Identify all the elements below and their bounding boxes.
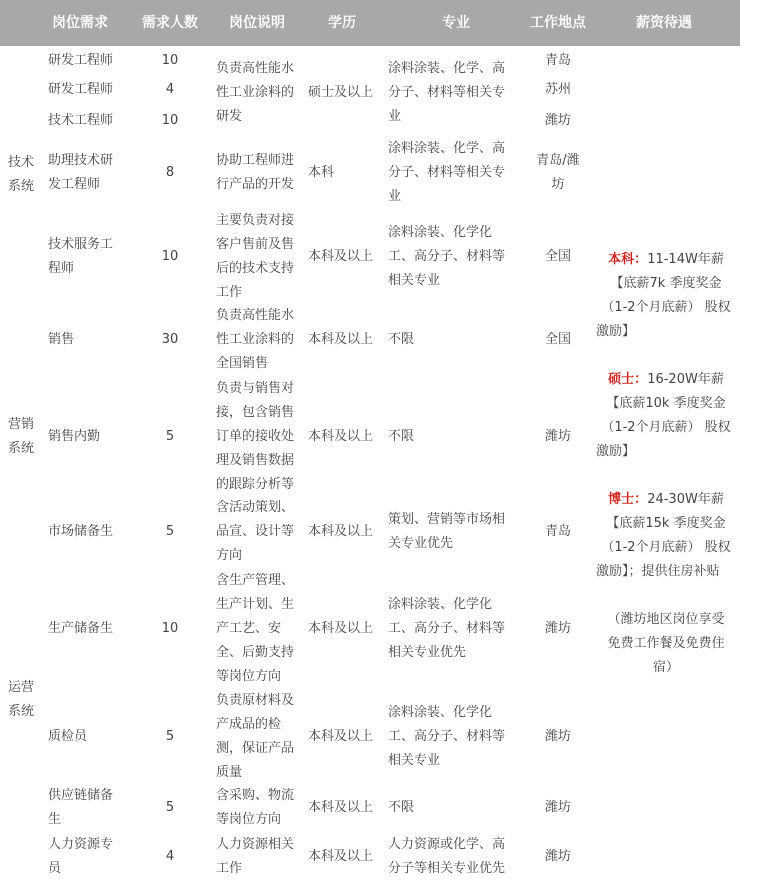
work-location-line: 潍坊 bbox=[544, 113, 571, 128]
job-description-line: 等岗位方向 bbox=[216, 812, 282, 827]
job-description-line: 订单的接收处 bbox=[216, 429, 295, 444]
work-location-line: 潍坊 bbox=[544, 800, 571, 815]
work-location-line: 潍坊 bbox=[544, 429, 571, 444]
work-location-line: 坊 bbox=[551, 177, 565, 192]
header-cell: 需求人数 bbox=[142, 15, 198, 31]
job-description-line: 品宣、设计等 bbox=[216, 524, 295, 539]
salary-text: 【底薪10k 季度奖金 bbox=[606, 396, 726, 411]
salary-text: 激励】；提供住房补贴 bbox=[596, 564, 720, 579]
job-description bbox=[216, 833, 300, 881]
job-description bbox=[216, 377, 300, 497]
work-location bbox=[528, 78, 588, 102]
position-name bbox=[48, 617, 124, 641]
major bbox=[388, 833, 518, 881]
category-label-line: 营销 bbox=[8, 417, 35, 432]
salary-line bbox=[596, 320, 736, 344]
salary-text: （1-2个月底薪） 股权 bbox=[601, 300, 731, 315]
education: 本科 bbox=[308, 165, 335, 180]
position-name bbox=[48, 425, 124, 449]
major bbox=[388, 796, 518, 820]
major-line: 人力资源或化学、高 bbox=[388, 837, 506, 852]
education: 本科及以上 bbox=[308, 249, 374, 264]
salary-text: （1-2个月底薪） 股权 bbox=[601, 540, 731, 555]
salary-note-line: 宿） bbox=[652, 660, 679, 675]
major-line: 业 bbox=[388, 189, 402, 204]
major bbox=[388, 508, 518, 556]
job-description bbox=[216, 496, 300, 568]
job-description bbox=[216, 304, 300, 376]
major-line: 涂料涂装、化学化 bbox=[388, 225, 493, 240]
salary-text: 24-30W年薪 bbox=[647, 492, 724, 507]
position-name-line: 销售内勤 bbox=[48, 429, 101, 444]
major bbox=[388, 221, 518, 293]
job-description-line: 含活动策划、 bbox=[216, 500, 295, 515]
job-description-line: 接，包含销售 bbox=[216, 405, 295, 420]
salary-text: 16-20W年薪 bbox=[647, 372, 724, 387]
category-label bbox=[8, 676, 40, 724]
headcount: 5 bbox=[165, 729, 175, 744]
job-description-line: 主要负责对接 bbox=[216, 213, 295, 228]
salary-note-line: 免费工作餐及免费住 bbox=[607, 636, 725, 651]
position-name bbox=[48, 49, 124, 73]
major bbox=[388, 137, 518, 209]
position-name-line: 质检员 bbox=[48, 729, 88, 744]
header-cell: 工作地点 bbox=[530, 15, 586, 31]
position-name bbox=[48, 725, 124, 749]
job-description-line: 全国销售 bbox=[216, 356, 269, 371]
salary-line bbox=[596, 272, 736, 296]
major-line: 涂料涂装、化学化 bbox=[388, 597, 493, 612]
headcount: 4 bbox=[165, 849, 175, 864]
header-cell: 专业 bbox=[442, 15, 470, 31]
work-location-line: 潍坊 bbox=[544, 849, 571, 864]
work-location-line: 全国 bbox=[544, 332, 571, 347]
major bbox=[388, 328, 518, 352]
salary-text: 【底薪15k 季度奖金 bbox=[606, 516, 726, 531]
work-location-line: 潍坊 bbox=[544, 729, 571, 744]
job-description-line: 含生产管理、 bbox=[216, 573, 295, 588]
headcount: 30 bbox=[161, 332, 179, 347]
position-name bbox=[48, 233, 124, 281]
salary-line bbox=[596, 440, 736, 464]
position-name-line: 助理技术研 bbox=[48, 153, 114, 168]
position-name bbox=[48, 149, 124, 197]
job-description-line: 性工业涂料的 bbox=[216, 332, 295, 347]
major-line: 涂料涂装、化学化 bbox=[388, 705, 493, 720]
category-label bbox=[8, 151, 40, 199]
position-name-line: 生 bbox=[48, 812, 62, 827]
major bbox=[388, 57, 518, 129]
job-description-line: 负责原材料及 bbox=[216, 693, 295, 708]
job-description-line: 方向 bbox=[216, 548, 243, 563]
major-line: 关专业优先 bbox=[388, 536, 454, 551]
salary-line bbox=[596, 392, 736, 416]
salary-line bbox=[596, 416, 736, 440]
education: 本科及以上 bbox=[308, 429, 374, 444]
salary-text: 激励】 bbox=[596, 444, 636, 459]
job-description bbox=[216, 784, 300, 832]
work-location bbox=[528, 520, 588, 544]
job-description-line: 理及销售数据 bbox=[216, 453, 295, 468]
work-location-line: 青岛/潍 bbox=[536, 153, 580, 168]
category-label-line: 系统 bbox=[8, 441, 35, 456]
headcount: 5 bbox=[165, 524, 175, 539]
position-name bbox=[48, 520, 124, 544]
headcount: 5 bbox=[165, 800, 175, 815]
education: 本科及以上 bbox=[308, 524, 374, 539]
work-location-line: 潍坊 bbox=[544, 621, 571, 636]
job-description-line: 协助工程师进 bbox=[216, 153, 295, 168]
salary-line bbox=[596, 488, 736, 512]
job-description-line: 负责高性能水 bbox=[216, 308, 295, 323]
position-name-line: 人力资源专 bbox=[48, 837, 114, 852]
salary-block bbox=[596, 488, 736, 584]
major-line: 分子、材料等相关专 bbox=[388, 165, 506, 180]
work-location-line: 全国 bbox=[544, 249, 571, 264]
major-line: 工、高分子、材料等 bbox=[388, 621, 506, 636]
work-location bbox=[528, 725, 588, 749]
education: 本科及以上 bbox=[308, 729, 374, 744]
position-name-line: 技术服务工 bbox=[48, 237, 114, 252]
education: 本科及以上 bbox=[308, 800, 374, 815]
work-location bbox=[528, 425, 588, 449]
position-name bbox=[48, 78, 124, 102]
major-line: 工、高分子、材料等 bbox=[388, 249, 506, 264]
category-label-line: 系统 bbox=[8, 179, 35, 194]
salary-block bbox=[596, 248, 736, 344]
job-description-line: 生产计划、生 bbox=[216, 597, 295, 612]
major-line: 相关专业 bbox=[388, 753, 441, 768]
job-description-line: 工作 bbox=[216, 861, 243, 876]
job-description bbox=[216, 149, 300, 197]
category-label bbox=[8, 413, 40, 461]
header-cell: 岗位说明 bbox=[229, 15, 285, 31]
major-line: 分子等相关专业优先 bbox=[388, 861, 506, 876]
salary-line bbox=[596, 296, 736, 320]
headcount: 8 bbox=[165, 165, 175, 180]
headcount: 10 bbox=[161, 621, 179, 636]
headcount: 10 bbox=[161, 249, 179, 264]
job-description bbox=[216, 209, 300, 305]
salary-text: 11-14W年薪 bbox=[647, 252, 724, 267]
job-description-line: 产成品的检 bbox=[216, 717, 282, 732]
degree-label: 博士： bbox=[608, 492, 648, 507]
major bbox=[388, 425, 518, 449]
work-location bbox=[528, 109, 588, 133]
major-line: 不限 bbox=[388, 800, 415, 815]
job-description-line: 负责高性能水 bbox=[216, 61, 295, 76]
job-description-line: 性工业涂料的 bbox=[216, 85, 295, 100]
job-description-line: 全、后勤支持 bbox=[216, 645, 295, 660]
position-name-line: 程师 bbox=[48, 261, 75, 276]
work-location bbox=[528, 49, 588, 73]
major-line: 不限 bbox=[388, 332, 415, 347]
headcount: 10 bbox=[161, 113, 179, 128]
job-description-line: 的跟踪分析等 bbox=[216, 477, 295, 492]
job-description-line: 行产品的开发 bbox=[216, 177, 295, 192]
header-cell: 学历 bbox=[328, 15, 356, 31]
position-name-line: 技术工程师 bbox=[48, 113, 114, 128]
education: 硕士及以上 bbox=[308, 85, 374, 100]
position-name-line: 销售 bbox=[48, 332, 75, 347]
major-line: 不限 bbox=[388, 429, 415, 444]
position-name-line: 供应链储备 bbox=[48, 788, 114, 803]
education: 本科及以上 bbox=[308, 621, 374, 636]
work-location bbox=[528, 245, 588, 269]
major bbox=[388, 701, 518, 773]
salary-text: 激励】 bbox=[596, 324, 636, 339]
salary-text: 【底薪7k 季度奖金 bbox=[610, 276, 722, 291]
position-name-line: 市场储备生 bbox=[48, 524, 114, 539]
major-line: 涂料涂装、化学、高 bbox=[388, 61, 506, 76]
work-location bbox=[528, 845, 588, 869]
salary-line bbox=[596, 512, 736, 536]
job-description-line: 产工艺、安 bbox=[216, 621, 282, 636]
work-location-line: 苏州 bbox=[544, 82, 571, 97]
education: 本科及以上 bbox=[308, 332, 374, 347]
position-name bbox=[48, 109, 124, 133]
major-line: 相关专业优先 bbox=[388, 645, 467, 660]
job-description-line: 测，保证产品 bbox=[216, 741, 295, 756]
position-name-line: 研发工程师 bbox=[48, 82, 114, 97]
headcount: 4 bbox=[165, 82, 175, 97]
major-line: 涂料涂装、化学、高 bbox=[388, 141, 506, 156]
headcount: 10 bbox=[161, 53, 179, 68]
major-line: 分子、材料等相关专 bbox=[388, 85, 506, 100]
major bbox=[388, 593, 518, 665]
job-description bbox=[216, 569, 300, 689]
position-name-line: 发工程师 bbox=[48, 177, 101, 192]
work-location bbox=[528, 796, 588, 820]
salary-text: （1-2个月底薪） 股权 bbox=[601, 420, 731, 435]
salary-note-line: （潍坊地区岗位享受 bbox=[607, 612, 725, 627]
job-description-line: 研发 bbox=[216, 109, 243, 124]
education: 本科及以上 bbox=[308, 849, 374, 864]
job-description-line: 工作 bbox=[216, 285, 243, 300]
position-name-line: 研发工程师 bbox=[48, 53, 114, 68]
position-name-line: 生产储备生 bbox=[48, 621, 114, 636]
degree-label: 硕士： bbox=[608, 372, 648, 387]
position-name-line: 员 bbox=[48, 861, 62, 876]
work-location-line: 青岛 bbox=[544, 524, 571, 539]
header-cell: 薪资待遇 bbox=[636, 15, 692, 31]
salary-line bbox=[596, 368, 736, 392]
salary-line bbox=[596, 248, 736, 272]
position-name bbox=[48, 784, 124, 832]
position-name bbox=[48, 328, 124, 352]
salary-note bbox=[596, 608, 736, 680]
job-description-line: 等岗位方向 bbox=[216, 669, 282, 684]
category-label-line: 运营 bbox=[8, 680, 35, 695]
work-location bbox=[528, 617, 588, 641]
job-description-line: 含采购、物流 bbox=[216, 788, 295, 803]
job-description-line: 负责与销售对 bbox=[216, 381, 295, 396]
major-line: 相关专业 bbox=[388, 273, 441, 288]
major-line: 工、高分子、材料等 bbox=[388, 729, 506, 744]
work-location bbox=[528, 149, 588, 197]
job-description-line: 客户售前及售 bbox=[216, 237, 295, 252]
major-line: 策划、营销等市场相 bbox=[388, 512, 506, 527]
job-description-line: 质量 bbox=[216, 765, 243, 780]
category-label-line: 技术 bbox=[8, 155, 35, 170]
job-description bbox=[216, 689, 300, 785]
work-location-line: 青岛 bbox=[544, 53, 571, 68]
headcount: 5 bbox=[165, 429, 175, 444]
job-description bbox=[216, 57, 300, 129]
position-name bbox=[48, 833, 124, 881]
category-label-line: 系统 bbox=[8, 704, 35, 719]
major-line: 业 bbox=[388, 109, 402, 124]
degree-label: 本科： bbox=[608, 252, 648, 267]
salary-block bbox=[596, 368, 736, 464]
salary-line bbox=[596, 560, 736, 584]
header-cell: 岗位需求 bbox=[52, 15, 108, 31]
job-description-line: 后的技术支持 bbox=[216, 261, 295, 276]
salary-line bbox=[596, 536, 736, 560]
work-location bbox=[528, 328, 588, 352]
job-description-line: 人力资源相关 bbox=[216, 837, 295, 852]
